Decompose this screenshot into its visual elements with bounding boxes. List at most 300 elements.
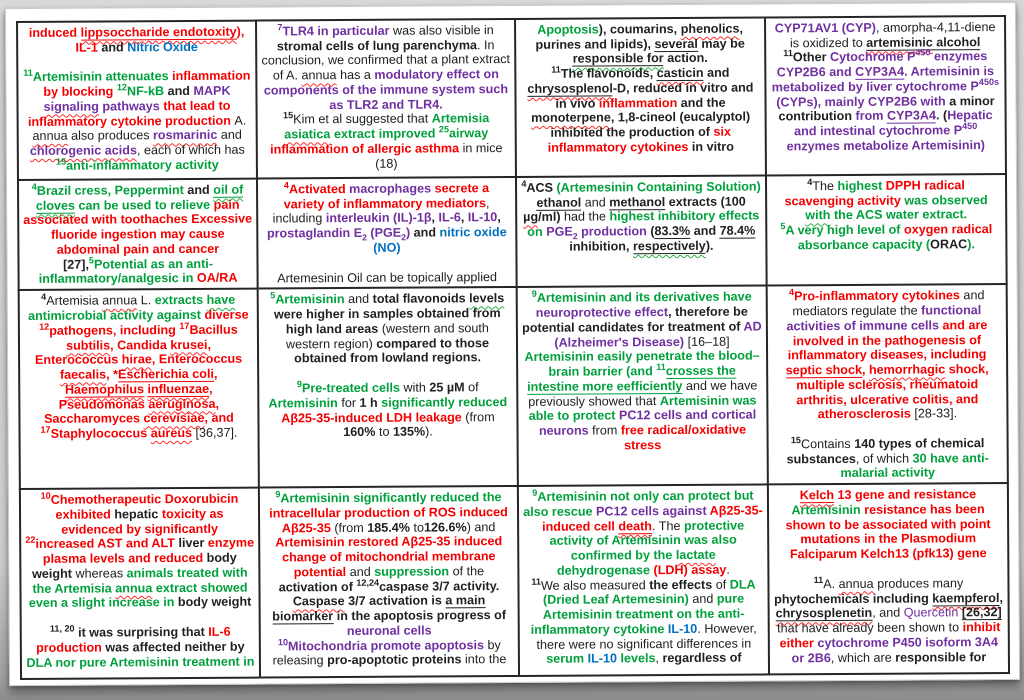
- text-run: a main biomarker: [272, 593, 486, 624]
- text-run: liver: [178, 536, 208, 551]
- text-run: 22: [25, 535, 36, 546]
- text-run: Chemotherapeutic Doxorubicin exhibited: [50, 491, 239, 522]
- text-run: , Pseudomonas: [58, 381, 213, 412]
- text-run: 10: [277, 636, 289, 647]
- text-run: was also visible in: [389, 23, 494, 38]
- text-run: responsible for: [895, 649, 987, 665]
- text-run: ).: [705, 238, 714, 253]
- text-run: Quercetin: [903, 605, 959, 620]
- text-run: and mediators regulate the: [792, 288, 985, 319]
- table-cell: [19, 289, 259, 489]
- text-run: , Enterococcus: [34, 337, 211, 368]
- text-run: 15: [790, 435, 801, 446]
- text-run: Artemisinin restored Aβ25-35 induced change of mitochondrial membrane potential: [275, 534, 503, 580]
- scanned-document-page: [5, 2, 1020, 686]
- text-run: , of which: [855, 451, 913, 466]
- text-run: 9: [531, 289, 537, 300]
- text-run: Kim et al suggested that: [293, 111, 432, 127]
- text-run: absorbance capacity (: [797, 237, 931, 253]
- text-run: influenzae: [147, 381, 210, 397]
- text-run: A.: [234, 113, 247, 128]
- table-cell: [765, 16, 1006, 175]
- text-run: Artemisia: [46, 293, 103, 309]
- text-run: /ml): [538, 210, 561, 225]
- text-run: cerevisiae: [143, 411, 205, 426]
- text-run: Artemisia: [431, 111, 490, 126]
- text-run: 12: [39, 321, 50, 332]
- text-run: aeruginosa: [148, 396, 216, 411]
- text-run: ), coumarins,: [598, 21, 681, 37]
- text-run: Activated: [288, 181, 350, 197]
- text-run: had the: [560, 209, 610, 225]
- text-run: CYP3A4: [886, 108, 937, 124]
- text-run: signaling: [43, 99, 99, 114]
- text-run: ,: [861, 362, 870, 377]
- text-run: (from: [334, 520, 368, 535]
- text-run: oil of cloves: [35, 182, 244, 213]
- text-run: Artemisinin was able to protect: [528, 393, 757, 424]
- text-run: (Artemesinin Containing Solution): [556, 179, 761, 195]
- text-run: prostaglandin E: [266, 226, 363, 241]
- text-run: , therefore be potential candidates for treatment of: [522, 304, 748, 335]
- text-run: and we have previously showed that: [528, 378, 758, 409]
- text-run: Mitochondria promote apoptosis: [287, 637, 484, 653]
- text-run: Staphylococcus: [50, 426, 151, 441]
- text-run: Pro-inflammatory cytokines: [794, 288, 960, 304]
- text-run: NF-kB: [126, 84, 165, 99]
- text-run: dehydrogenase: [556, 563, 654, 578]
- text-run: 4: [283, 180, 289, 191]
- text-run: and: [688, 592, 717, 607]
- text-run: 9: [296, 379, 302, 390]
- text-run: into the: [461, 652, 507, 667]
- text-run: produces many: [873, 576, 964, 591]
- text-run: 5: [88, 255, 94, 266]
- text-run: six inflammatory cytokines: [547, 124, 732, 155]
- text-run: hirae: [121, 352, 152, 367]
- text-run: and are involved in the pathogenesis of inflammatory diseases, including: [787, 317, 988, 363]
- text-run: 450: [915, 47, 931, 58]
- text-run: IL-10: [467, 210, 498, 225]
- text-run: Apoptosis: [537, 22, 599, 37]
- text-run: and: [217, 128, 242, 143]
- text-run: 7: [277, 22, 283, 33]
- table-cell: [17, 21, 257, 180]
- text-run: anti-inflammatory activity: [66, 157, 219, 173]
- text-run: secrete a variety of inflammatory mediators: [283, 181, 490, 212]
- text-run: 450s: [978, 76, 1000, 87]
- text-run: 5: [780, 221, 786, 232]
- text-run: Artemisinin: [791, 502, 861, 518]
- text-run: induced: [28, 25, 81, 40]
- text-run: and: [97, 40, 128, 55]
- text-run: ) and: [466, 519, 496, 534]
- text-run: (from: [461, 409, 495, 424]
- text-run: Artemisinin: [275, 292, 345, 307]
- text-run: , Saccharomyces: [44, 396, 220, 427]
- text-run: chrysosplenol: [527, 81, 613, 96]
- text-run: ,: [999, 590, 1004, 605]
- text-run: pure Artemisinin treatment on the anti-inflammatory cytokine: [530, 591, 745, 637]
- text-run: enzymes CYP2B6 and: [776, 49, 988, 80]
- text-run: artemisinic: [866, 35, 933, 50]
- text-run: Artemisinin significantly reduced the: [280, 490, 502, 506]
- text-run: 15: [56, 156, 67, 167]
- text-run: 12,24: [356, 577, 380, 588]
- text-run: pathogens, including: [49, 322, 180, 338]
- table-cell: [518, 485, 769, 677]
- text-run: IL-10: [667, 621, 698, 636]
- text-run: Pre-treated cells: [301, 380, 400, 396]
- text-run: with: [805, 208, 831, 223]
- text-run: aureus: [150, 425, 193, 441]
- text-run: interleukin (IL)-1β: [325, 210, 432, 226]
- text-run: in mice (18): [375, 140, 503, 171]
- text-run: Aβ25-35-induced LDH leakage: [281, 409, 462, 425]
- text-run: the ACS water extract.: [830, 207, 968, 223]
- table-cell: [516, 175, 767, 287]
- table-row: [18, 174, 1007, 290]
- text-run: action.: [663, 51, 708, 66]
- text-run: 11: [783, 48, 793, 59]
- text-run: . The: [651, 518, 684, 533]
- text-run: L.: [137, 293, 155, 308]
- text-run: toxicity as evidenced by significantly: [61, 506, 224, 537]
- text-run: krusei: [170, 337, 208, 352]
- text-run: , and: [204, 410, 234, 426]
- text-run: 1 h: [359, 395, 382, 410]
- text-run: annua: [838, 576, 874, 591]
- text-run: functional activities of immune cells: [786, 303, 982, 334]
- text-run: Bacillus: [189, 322, 238, 337]
- text-run: , Enterococcus: [151, 351, 243, 367]
- text-run: . (: [935, 108, 948, 123]
- text-run: that have already been shown to: [777, 620, 963, 636]
- text-run: .: [233, 425, 238, 440]
- text-run: [16–18]: [684, 334, 730, 349]
- text-run: annua: [32, 129, 68, 144]
- table-cell: [517, 286, 768, 486]
- text-run: suppression: [374, 564, 453, 579]
- text-run: 11: [23, 68, 33, 79]
- text-run: serum: [546, 651, 588, 667]
- text-run: 15: [283, 110, 294, 121]
- text-run: antimicrobial activity against: [28, 308, 205, 324]
- text-run: shock, multiple sclerosis, rheumatoid arthritis, ulcerative colitis, and atherosclerosis: [796, 362, 989, 422]
- text-run: Artemisinin is metabolized by liver cytochrome P: [771, 64, 994, 95]
- table-cell: [18, 179, 258, 291]
- text-run: faecalis: [59, 367, 107, 382]
- text-run: 11: [813, 574, 824, 585]
- text-run: 10: [40, 490, 51, 501]
- text-run: crosses the intestine more eefficiently: [527, 363, 736, 394]
- text-run: , amorpha-4,11-diene is oxidized to: [789, 20, 996, 51]
- text-run: , each of which has: [136, 142, 245, 158]
- text-run: and: [410, 225, 440, 240]
- text-run: , purines and lipids),: [535, 21, 743, 52]
- text-run: significantly reduced: [381, 394, 508, 410]
- text-run: annua: [102, 293, 138, 308]
- text-run: extract improved: [330, 126, 439, 142]
- text-run: AD (Alzheimer's Disease): [554, 319, 762, 350]
- text-run: 11: [531, 576, 541, 587]
- text-run: 11: [551, 64, 561, 75]
- text-run: µg: [523, 210, 539, 225]
- text-run: IL-6: [438, 210, 461, 225]
- text-run: 5: [270, 290, 276, 301]
- text-run: from: [588, 423, 621, 438]
- text-run: 30 have anti-malarial activity: [840, 450, 989, 481]
- text-run: that lead to inflammatory cytokine production: [27, 98, 235, 129]
- text-run: in the apoptosis progress of: [333, 608, 507, 624]
- text-run: inflammation of allergic asthma: [270, 141, 460, 157]
- text-run: Aβ25-35-induced cell: [542, 503, 763, 534]
- text-run: 17: [40, 424, 51, 435]
- text-run: neuroprotective effect: [535, 305, 669, 320]
- text-run: (: [650, 224, 655, 239]
- text-run: -D, reduced in vitro and in vivo: [555, 80, 754, 111]
- text-run: , Candida: [110, 337, 171, 353]
- text-run: free radical/oxidative stress: [620, 422, 747, 453]
- text-run: . However, there were no significant differences in: [536, 621, 757, 652]
- text-run: chlorogenic acids: [29, 143, 137, 159]
- text-run: body weight: [177, 594, 252, 610]
- table-row: [20, 483, 1009, 679]
- text-run: PGE: [546, 224, 573, 239]
- text-run: , including: [272, 195, 490, 226]
- text-run: IL-10: [587, 651, 618, 666]
- text-run: Artemisinin: [268, 395, 338, 411]
- text-run: Artemisinin attenuates: [32, 69, 173, 85]
- text-run: hemorrhagic: [868, 362, 946, 377]
- text-run: was observed: [900, 192, 988, 208]
- text-run: ,: [460, 210, 468, 225]
- text-run: ethanol: [536, 195, 582, 210]
- text-run: septic shock: [785, 362, 863, 378]
- text-run: A very high level of: [785, 222, 905, 238]
- text-run: 9: [532, 487, 538, 498]
- text-run: hepatic: [114, 507, 162, 522]
- text-run: [36,37]: [195, 425, 235, 440]
- text-run: were higher in samples obtained from high land areas: [273, 306, 501, 337]
- text-run: levels: [469, 291, 505, 306]
- text-run: 3/7 activation is: [344, 593, 446, 609]
- text-run: several: [654, 36, 698, 51]
- text-run: body weight: [32, 550, 237, 581]
- text-run: 83.3%: [654, 224, 691, 239]
- text-run: subtilis: [66, 338, 111, 353]
- text-run: 2: [572, 231, 578, 242]
- table-body: [17, 16, 1009, 679]
- text-run: We also measured: [540, 577, 650, 593]
- text-run: monoterpene: [531, 110, 611, 126]
- text-run: phenolics: [680, 21, 740, 36]
- text-run: and: [703, 65, 730, 81]
- text-run: of: [464, 380, 479, 395]
- text-run: and: [349, 564, 375, 579]
- text-run: lippsoccharide endotoxity: [80, 24, 237, 40]
- text-run: ),: [236, 24, 245, 39]
- text-run: IL-1: [75, 40, 98, 55]
- text-run: intracellular production of ROS induced Aβ25-35: [269, 504, 508, 536]
- text-run: 4: [521, 178, 527, 189]
- text-run: 78.4%: [719, 223, 756, 238]
- text-run: [26,32]: [961, 605, 1002, 620]
- text-run: A.: [823, 576, 839, 591]
- text-run: IL-6 production: [36, 624, 231, 655]
- text-run: also produces: [67, 128, 154, 144]
- table-cell: [259, 486, 519, 678]
- text-run: stromal cells of lung parenchyma: [276, 37, 478, 54]
- text-run: whereas: [75, 566, 127, 581]
- text-run: DLA (Dried Leaf Artemesinin): [542, 577, 756, 608]
- text-run: DPPH radical scavenging activity: [784, 178, 965, 209]
- text-run: 25: [438, 124, 450, 135]
- text-run: kaempferol: [932, 590, 1000, 606]
- text-run: 13 gene and resistance: [833, 487, 977, 503]
- text-run: to: [375, 425, 393, 440]
- text-run: regardless of: [662, 650, 742, 666]
- text-run: activation of: [278, 579, 357, 595]
- text-run: Nitric Oxide: [127, 39, 198, 55]
- text-run: by releasing: [272, 637, 501, 668]
- text-run: resistance has been shown to be associated with point mutations in the Plasmodium Falciparum Kelch13 (pfk13) gene: [785, 502, 991, 562]
- text-run: protective activity of Artemisinin was also confirmed by the: [549, 518, 745, 563]
- text-run: may be: [697, 36, 745, 51]
- text-run: [28-33].: [914, 406, 958, 421]
- text-run: from: [851, 109, 888, 124]
- text-run: (CYPs), mainly CYP2B6 with: [776, 93, 950, 110]
- text-run: Other: [792, 50, 831, 65]
- text-run: 4: [31, 181, 37, 192]
- text-run: annua: [301, 68, 337, 83]
- text-run: 11, 20: [49, 623, 75, 634]
- text-run: 9: [275, 489, 281, 500]
- table-cell: [256, 19, 516, 179]
- text-run: modulatory effect on components of the immune system such as TLR2 and TLR4.: [263, 67, 509, 112]
- text-run: ): [405, 225, 411, 240]
- text-run: cytochrome P450 isoform 3A4 or 2B6: [791, 634, 999, 665]
- text-run: ).: [967, 237, 975, 252]
- text-run: Artemesinin Oil can be topically applied: [277, 269, 498, 286]
- text-run: lactate: [675, 547, 716, 563]
- text-run: compared to those obtained from lowland regions.: [294, 335, 490, 366]
- text-run: of the: [452, 564, 485, 579]
- table-cell: [515, 17, 766, 177]
- text-run: Contains: [800, 436, 855, 452]
- text-run: 185.4%: [367, 520, 410, 535]
- text-run: , which are: [830, 650, 896, 665]
- text-run: for: [337, 395, 360, 410]
- text-run: The flavonoids,: [560, 66, 657, 81]
- text-run: CYP3A4: [855, 64, 905, 80]
- text-run: nitric oxide (NO): [373, 225, 507, 255]
- text-run: pathways: [98, 99, 164, 114]
- text-run: . In conclusion, we confirmed that a plant extract of A.: [261, 37, 511, 83]
- text-run: highest: [837, 178, 886, 194]
- text-run: and: [164, 84, 194, 99]
- text-run: animals treated with the Artemisia: [32, 565, 248, 596]
- text-run: PC12 cells against: [595, 503, 710, 519]
- text-run: and: [690, 223, 720, 239]
- text-run: [27],: [62, 257, 89, 272]
- text-run: it was surprising that: [74, 624, 209, 640]
- table-cell: [767, 284, 1008, 484]
- text-run: a minor contribution: [778, 93, 995, 124]
- text-run: annua: [115, 580, 153, 596]
- text-run: rosmarinic: [152, 128, 218, 143]
- text-run: methanol: [609, 194, 666, 210]
- text-run: 2: [401, 232, 406, 243]
- text-run: has a: [336, 68, 375, 83]
- text-run: PC12 cells and cortical neurons: [538, 407, 757, 438]
- text-run: oxygen radical: [903, 222, 993, 237]
- text-run: inflammation by blocking: [43, 69, 251, 100]
- text-run: (PGE: [366, 225, 402, 241]
- text-run: neuronal cells: [346, 623, 432, 638]
- text-run: of: [712, 577, 730, 592]
- text-run: and: [183, 182, 214, 198]
- text-run: 160%: [343, 425, 376, 440]
- text-run: 17: [179, 320, 190, 331]
- text-run: Escherichia coli: [117, 366, 214, 382]
- text-run: asiatica: [284, 127, 331, 142]
- table-cell: [257, 177, 517, 289]
- text-run: ,: [497, 210, 501, 225]
- text-run: inflammation: [598, 95, 678, 111]
- text-run: inhibit either: [779, 620, 1001, 651]
- text-run: 11: [656, 361, 666, 373]
- table-cell: [258, 287, 518, 487]
- text-run: chrysosplenetin: [775, 606, 873, 621]
- text-run: , 1,8-cineol (eucalyptol) inhibited the production of: [550, 109, 751, 140]
- text-run: 126.6%: [423, 519, 467, 535]
- text-run: respectively: [632, 238, 706, 254]
- text-run: Artemisinin not only can protect but also rescue: [523, 488, 754, 519]
- table-cell: [766, 174, 1007, 286]
- text-run: 25 µM: [429, 380, 465, 395]
- text-run: 4: [807, 176, 813, 188]
- text-run: phytochemicals including: [774, 591, 933, 607]
- text-run: production: [577, 224, 651, 239]
- text-run: airway: [448, 126, 489, 141]
- text-run: Potential as an anti-inflammatory/analgesic in: [38, 256, 213, 287]
- text-run: total flavonoids: [372, 291, 470, 307]
- text-run: inhibition,: [569, 239, 634, 254]
- text-run: diverse: [204, 307, 249, 323]
- text-run: have: [206, 293, 236, 308]
- table-cell: [768, 483, 1009, 674]
- text-run: ,: [213, 366, 218, 381]
- table-cell: [20, 488, 260, 679]
- text-run: OA/RA: [196, 271, 238, 286]
- text-run: can be used to relieve: [74, 197, 214, 213]
- text-run: in vitro: [688, 139, 734, 154]
- text-run: , *: [106, 367, 119, 382]
- text-run: ).: [425, 424, 433, 439]
- table-row: [19, 284, 1008, 489]
- text-run: ,: [431, 210, 439, 225]
- text-run: , and: [872, 605, 904, 621]
- text-run: pain associated with toothaches Excessive fluoride ingestion may cause abdominal pain and cancer: [23, 197, 253, 257]
- text-run: responsible for: [572, 51, 664, 67]
- text-run: levels: [616, 651, 656, 666]
- text-run: extract showed even a slight increase in: [28, 580, 248, 611]
- text-run: CYP71AV1 (CYP): [774, 20, 876, 36]
- text-run: with: [399, 380, 430, 395]
- text-run: Kelch: [799, 488, 835, 503]
- text-run: the effects: [649, 577, 713, 592]
